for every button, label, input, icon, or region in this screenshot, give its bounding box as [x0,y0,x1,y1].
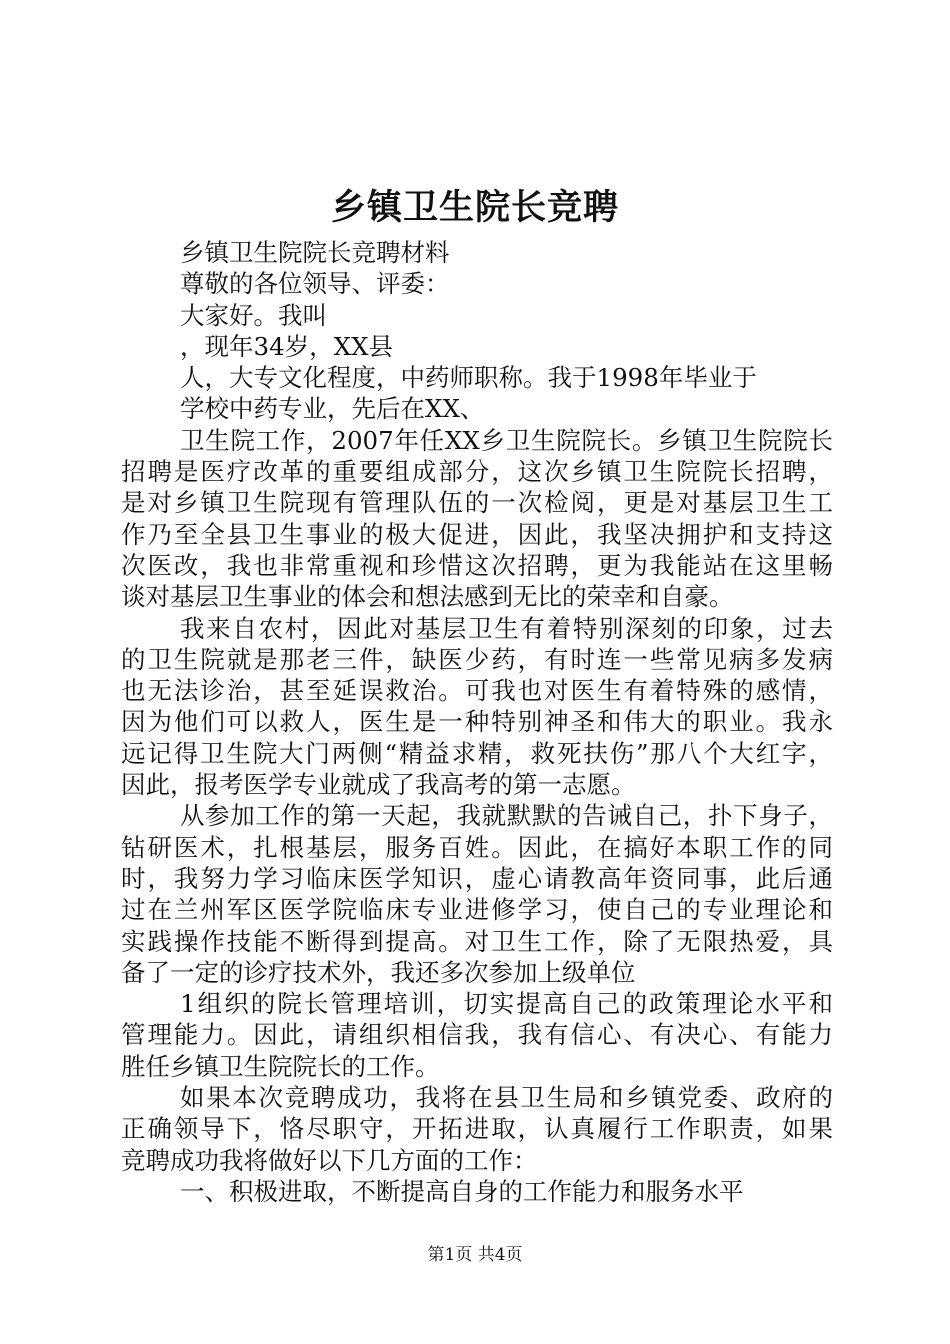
body-line: 的卫生院就是那老三件，缺医少药，有时连一些常见病多发病 [121,644,833,674]
body-line: 人，大专文化程度，中药师职称。我于1998年毕业于 [180,363,757,393]
body-line: 远记得卫生院大门两侧“精益求精，救死扶伤”那八个大红字， [121,738,833,768]
body-line: 次医改，我也非常重视和珍惜这次招聘，更为我能站在这里畅 [121,550,833,580]
body-line: 乡镇卫生院院长竞聘材料 [180,238,450,267]
body-line: 也无法诊治，甚至延误救治。可我也对医生有着特殊的感情， [121,676,833,706]
document-title: 乡镇卫生院长竞聘 [330,187,619,228]
body-line: 钻研医术，扎根基层，服务百姓。因此，在搞好本职工作的同 [121,832,833,862]
body-line: 管理能力。因此，请组织相信我，我有信心、有决心、有能力 [121,1020,833,1050]
body-line: 招聘是医疗改革的重要组成部分，这次乡镇卫生院院长招聘， [121,457,833,487]
body-line: 一、积极进取，不断提高自身的工作能力和服务水平 [180,1176,744,1206]
body-line: 时，我努力学习临床医学知识，虚心请教高年资同事，此后通 [121,863,833,893]
body-line: 卫生院工作，2007年任XX乡卫生院院长。乡镇卫生院院长 [180,425,833,455]
body-line: 作乃至全县卫生事业的极大促进，因此，我坚决拥护和支持这 [121,519,833,549]
document-body [121,237,833,1207]
body-line: 实践操作技能不断得到提高。对卫生工作，除了无限热爱，具 [121,926,833,956]
body-line: 谈对基层卫生事业的体会和想法感到无比的荣幸和自豪。 [121,582,734,612]
body-line: 如果本次竞聘成功，我将在县卫生局和乡镇党委、政府的 [180,1083,833,1113]
body-line: 我来自农村，因此对基层卫生有着特别深刻的印象，过去 [180,613,833,643]
body-line: 过在兰州军区医学院临床专业进修学习，使自己的专业理论和 [121,895,833,925]
body-line: 尊敬的各位领导、评委： [180,269,450,299]
body-line: 学校中药专业，先后在XX、 [180,394,485,424]
body-line: 因此，报考医学专业就成了我高考的第一志愿。 [121,770,636,800]
body-line: 正确领导下，恪尽职守，开拓进取，认真履行工作职责，如果 [121,1114,833,1144]
body-line: 胜任乡镇卫生院院长的工作。 [121,1051,440,1081]
body-line: 竞聘成功我将做好以下几方面的工作： [121,1145,538,1175]
body-line: ，现年34岁，XX县 [180,331,394,361]
page-footer: 第1页 共4页 [427,1245,523,1265]
body-line: 大家好。我叫 [180,300,327,330]
body-line: 1组织的院长管理培训，切实提高自己的政策理论水平和 [180,989,833,1019]
body-line: 备了一定的诊疗技术外，我还多次参加上级单位 [121,957,636,987]
body-line: 从参加工作的第一天起，我就默默的告诫自己，扑下身子， [180,801,833,831]
body-line: 因为他们可以救人，医生是一种特别神圣和伟大的职业。我永 [121,707,833,737]
body-line: 是对乡镇卫生院现有管理队伍的一次检阅，更是对基层卫生工 [121,488,833,518]
